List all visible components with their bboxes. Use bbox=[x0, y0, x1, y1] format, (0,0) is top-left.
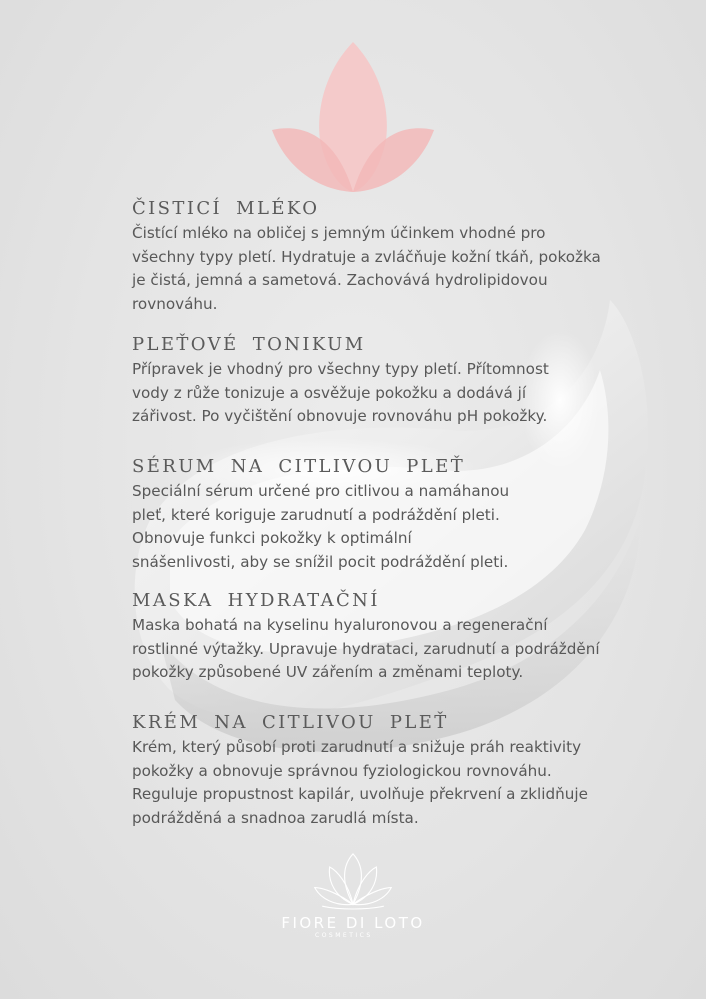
section-mask bbox=[132, 588, 600, 685]
lotus-outline-icon bbox=[311, 850, 395, 912]
section-text: Čistící mléko na obličej s jemným účinkem vhodné pro všechny typy pletí. Hydratuje a zvláčňuje kožní tkáň, pokožka je čistá, jemná a sametová. Zachovává hydrolipidovou rovnováhu. bbox=[132, 224, 601, 313]
section-heading: ČISTICÍ MLÉKO bbox=[132, 198, 320, 219]
section-heading: KRÉM NA CITLIVOU PLEŤ bbox=[132, 712, 449, 733]
brand-subtitle: COSMETICS bbox=[315, 932, 373, 939]
brand-name: FIORE DI LOTO bbox=[281, 914, 425, 932]
section-text: Speciální sérum určené pro citlivou a namáhanou pleť, které koriguje zarudnutí a podráždění pleti. Obnovuje funkci pokožky k optimální snášenlivosti, aby se snížil pocit podráždění pleti. bbox=[132, 482, 510, 571]
brand-logo bbox=[253, 850, 453, 960]
section-serum bbox=[132, 454, 509, 574]
section-text: Maska bohatá na kyselinu hyaluronovou a regenerační rostlinné výtažky. Upravuje hydrataci, zarudnutí a podráždění pokožky způsobené UV zářením a změnami teploty. bbox=[132, 616, 600, 681]
section-cream bbox=[132, 710, 588, 830]
section-heading: SÉRUM NA CITLIVOU PLEŤ bbox=[132, 456, 466, 477]
section-toner bbox=[132, 332, 549, 429]
section-cleansing-milk bbox=[132, 196, 601, 316]
lotus-icon bbox=[268, 30, 438, 200]
section-text: Krém, který působí proti zarudnutí a snižuje práh reaktivity pokožky a obnovuje správnou fyziologickou rovnováhu. Reguluje propustnost kapilár, uvolňuje překrvení a zklidňuje podrážděná a snadnoa zarudlá místa. bbox=[132, 738, 588, 827]
section-heading: MASKA HYDRATAČNÍ bbox=[132, 590, 380, 611]
section-text: Přípravek je vhodný pro všechny typy pletí. Přítomnost vody z růže tonizuje a osvěžuje pokožku a dodává jí zářivost. Po vyčištění obnovuje rovnováhu pH pokožky. bbox=[132, 360, 549, 425]
section-heading: PLEŤOVÉ TONIKUM bbox=[132, 334, 366, 355]
